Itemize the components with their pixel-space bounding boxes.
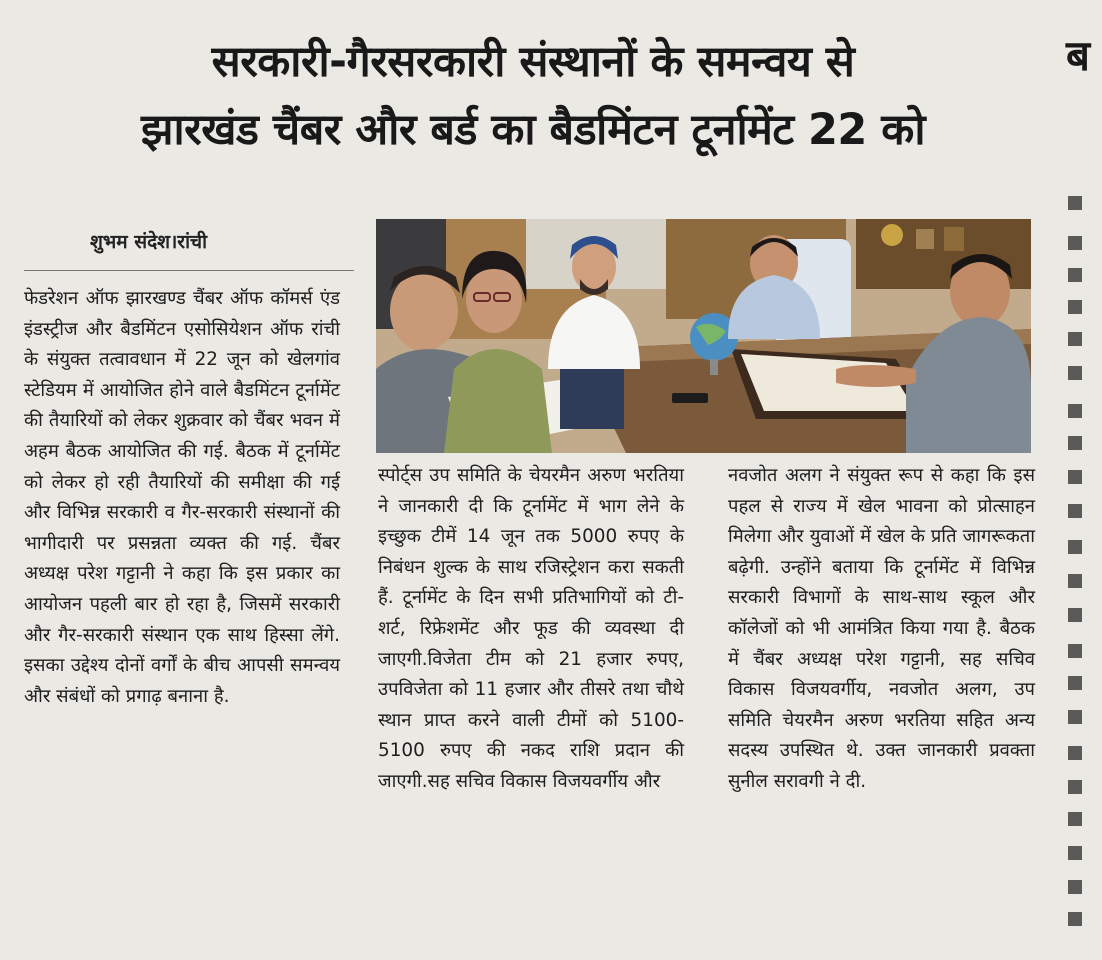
adjacent-text-mark: [1068, 268, 1082, 282]
adjacent-text-mark: [1068, 504, 1082, 518]
adjacent-text-mark: [1068, 780, 1082, 794]
adjacent-text-mark: [1068, 332, 1082, 346]
adjacent-text-mark: [1068, 404, 1082, 418]
byline-rule: [24, 270, 354, 271]
adjacent-text-mark: [1068, 676, 1082, 690]
adjacent-text-mark: [1068, 912, 1082, 926]
adjacent-text-mark: [1068, 236, 1082, 250]
adjacent-text-mark: [1068, 812, 1082, 826]
adjacent-text-mark: [1068, 644, 1082, 658]
adjacent-text-mark: [1068, 366, 1082, 380]
meeting-photo-illustration: [376, 219, 1031, 453]
meeting-photo: [376, 219, 1031, 453]
adjacent-text-mark: [1068, 608, 1082, 622]
adjacent-text-mark: [1068, 880, 1082, 894]
byline: शुभम संदेश।रांची: [90, 231, 207, 253]
article-column-1: फेडरेशन ऑफ झारखण्ड चैंबर ऑफ कॉमर्स एंड इंडस्ट्रीज और बैडमिंटन एसोसियेशन ऑफ रांची के संयुक्त तत्वावधान में 22 जून को खेलगांव स्टेडियम में आयोजित होने वाले बैडमिंटन टूर्नामेंट की तैयारियों को लेकर शुक्रवार को चैंबर भवन में अहम बैठक आयोजित की गई. बैठक में टूर्नामेंट को लेकर हो रही तैयारियों की समीक्षा की गई और विभिन्न सरकारी व गैर-सरकारी संस्थानों की भागीदारी पर प्रसन्नता व्यक्त की गई. चैंबर अध्यक्ष परेश गट्टानी ने कहा कि इस प्रकार का आयोजन पहली बार हो रहा है, जिसमें सरकारी और गैर-सरकारी संस्थान एक साथ हिस्सा लेंगे. इसका उद्देश्य दोनों वर्गों के बीच आपसी समन्वय और संबंधों को प्रगाढ़ बनाना है.: [24, 288, 340, 707]
article-column-2: स्पोर्ट्स उप समिति के चेयरमैन अरुण भरतिया ने जानकारी दी कि टूर्नामेंट में भाग लेने के इच्छुक टीमें 14 जून तक 5000 रुपए के निबंधन शुल्क के साथ रजिस्ट्रेशन करा सकती हैं. टूर्नामेंट के दिन सभी प्रतिभागियों को टी-शर्ट, रिफ्रेशमेंट और फूड की व्यवस्था दी जाएगी.विजेता टीम को 21 हजार रुपए, उपविजेता को 11 हजार और तीसरे तथा चौथे स्थान प्राप्त करने वाली टीमों को 5100-5100 रुपए की नकद राशि प्रदान की जाएगी.सह सचिव विकास विजयवर्गीय और: [378, 465, 684, 792]
adjacent-text-mark: [1068, 300, 1082, 314]
headline-line-2: झारखंड चैंबर और बर्ड का बैडमिंटन टूर्नामेंट 22 को: [141, 105, 925, 155]
adjacent-headline-fragment: ब: [1066, 31, 1090, 80]
adjacent-text-mark: [1068, 540, 1082, 554]
adjacent-article-edge: [1062, 0, 1102, 960]
adjacent-text-mark: [1068, 710, 1082, 724]
adjacent-text-mark: [1068, 196, 1082, 210]
adjacent-text-mark: [1068, 846, 1082, 860]
adjacent-text-mark: [1068, 436, 1082, 450]
headline-line-1: सरकारी-गैरसरकारी संस्थानों के समन्वय से: [211, 37, 855, 87]
headline: [18, 28, 1048, 164]
adjacent-text-mark: [1068, 746, 1082, 760]
article-column-3: नवजोत अलग ने संयुक्त रूप से कहा कि इस पहल से राज्य में खेल भावना को प्रोत्साहन मिलेगा और युवाओं में खेल के प्रति जागरूकता बढ़ेगी. उन्होंने बताया कि टूर्नामेंट में विभिन्न सरकारी विभागों के साथ-साथ स्कूल और कॉलेजों को भी आमंत्रित किया गया है. बैठक में चैंबर अध्यक्ष परेश गट्टानी, सह सचिव विकास विजयवर्गीय, नवजोत अलग, उप समिति चेयरमैन अरुण भरतिया सहित अन्य सदस्य उपस्थित थे. उक्त जानकारी प्रवक्ता सुनील सरावगी ने दी.: [728, 465, 1035, 792]
adjacent-text-mark: [1068, 574, 1082, 588]
adjacent-text-mark: [1068, 470, 1082, 484]
